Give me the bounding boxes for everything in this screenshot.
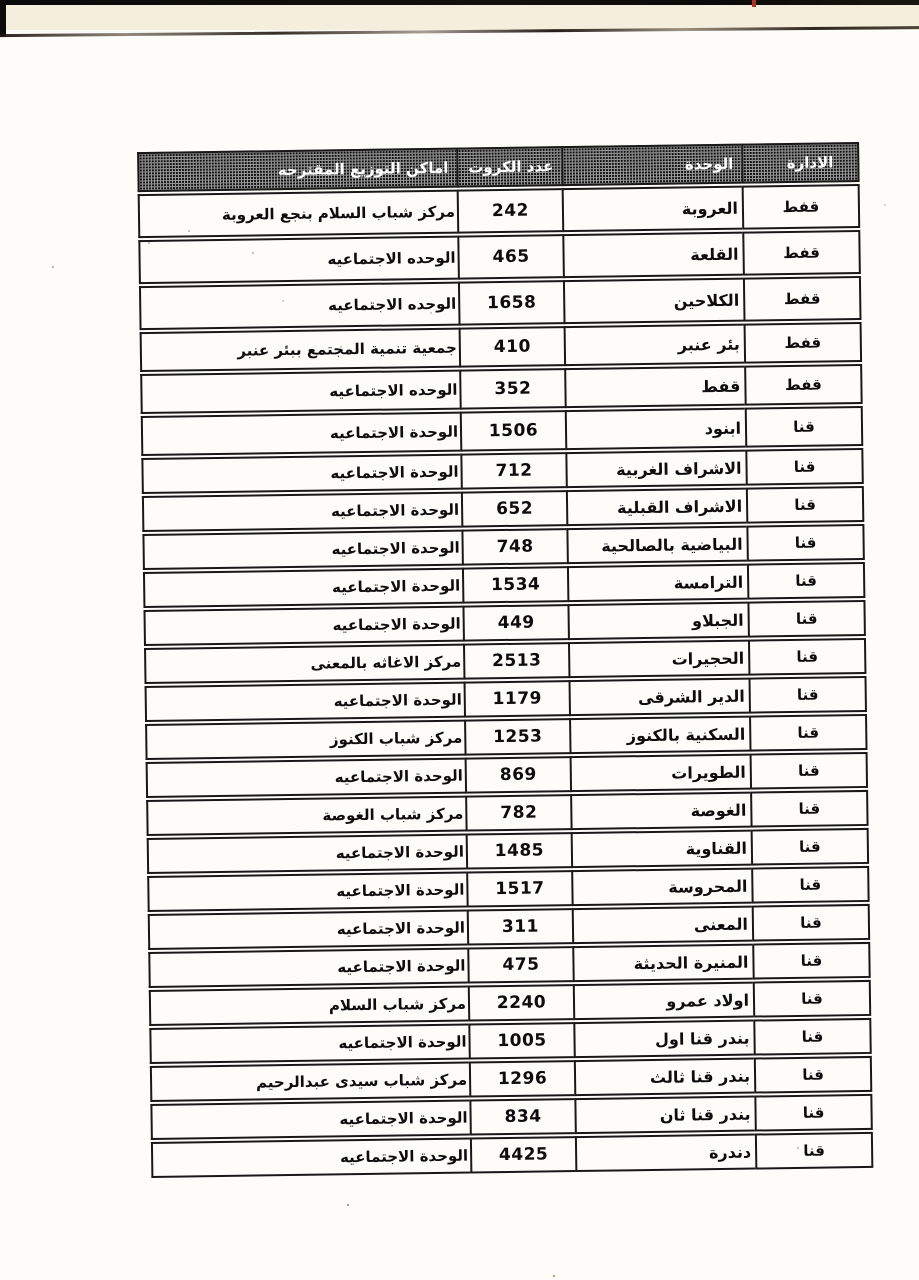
distribution-place-cell: مركز شباب سيدى عبدالرحيم [150,1062,469,1102]
table-body [138,184,874,1178]
distribution-place-cell: الوحدة الاجتماعيه [151,1138,470,1178]
unit-cell: الجبلاو [567,602,747,641]
distribution-place-cell: الوحدة الاجتماعيه [147,834,466,874]
unit-cell: دندرة [575,1134,755,1173]
cards-count-cell: 1506 [460,410,566,451]
distribution-place-cell: مركز شباب الغوصة [146,796,465,836]
admin-cell: قفط [744,322,863,364]
admin-cell: قنا [745,406,864,448]
distribution-place-cell: مركز شباب الكنوز [145,720,464,760]
distribution-place-cell: الوحدة الاجتماعيه [148,948,467,988]
admin-cell: قنا [747,600,865,638]
header-cards-count: عدد الكروت [456,146,562,187]
unit-cell: البياضية بالصالحية [566,526,746,565]
admin-cell: قنا [750,790,868,828]
header-distribution-places: اماكن التوزيع المقترحه [137,148,457,192]
scan-noise-specks [52,266,54,268]
cards-count-cell: 712 [460,452,565,489]
distribution-place-cell: الوحدة الاجتماعيه [142,492,461,532]
admin-cell: قنا [746,524,864,562]
admin-cell: قنا [746,486,864,524]
cards-count-cell: 748 [461,528,566,565]
cards-count-cell: 311 [467,908,572,945]
distribution-place-cell: الوحدة الاجتماعيه [143,568,462,608]
unit-cell: بندر قنا اول [573,1020,753,1059]
admin-cell: قنا [750,752,868,790]
table-row [138,184,861,238]
cards-count-cell: 652 [461,490,566,527]
distribution-table-wrap [137,140,873,1180]
unit-cell: بئر عنبر [564,324,745,367]
unit-cell: القلعة [562,232,743,279]
admin-cell: قنا [748,638,866,676]
unit-cell: المعنى [572,906,752,945]
cards-count-cell: 1534 [462,566,567,603]
admin-cell: قفط [742,184,861,230]
cards-count-cell: 465 [457,234,563,279]
admin-cell: قفط [742,230,861,276]
cards-count-cell: 782 [465,794,570,831]
distribution-place-cell: الوحدة الاجتماعيه [142,530,461,570]
cards-count-cell: 1517 [466,870,571,907]
header-administration: الادارة [741,142,860,184]
cards-count-cell: 1296 [469,1060,574,1097]
admin-cell: قنا [754,1094,872,1132]
unit-cell: الكلاحين [563,278,744,325]
unit-cell: بندر قنا ثان [574,1096,754,1135]
admin-cell: قفط [744,364,863,406]
unit-cell: القناوية [571,830,751,869]
scan-red-speck [752,0,756,7]
admin-cell: قنا [755,1132,873,1170]
admin-cell: قنا [752,904,870,942]
distribution-place-cell: الوحدة الاجتماعيه [145,682,464,722]
distribution-place-cell: مركز شباب السلام بنجع العروبة [138,190,458,238]
distribution-table [137,140,873,1180]
admin-cell: قنا [751,866,869,904]
unit-cell: الاشراف الغربية [565,450,745,489]
distribution-place-cell: مركز الاغاثه بالمعنى [144,644,463,684]
cards-count-cell: 449 [462,604,567,641]
distribution-place-cell: الوحدة الاجتماعيه [141,412,461,456]
admin-cell: قنا [754,1056,872,1094]
admin-cell: قنا [753,980,871,1018]
cards-count-cell: 242 [457,188,563,233]
unit-cell: السكنية بالكنوز [569,716,749,755]
distribution-place-cell: الوحدة الاجتماعيه [146,758,465,798]
cards-count-cell: 410 [459,326,565,367]
cards-count-cell: 2513 [463,642,568,679]
admin-cell: قنا [753,1018,871,1056]
cards-count-cell: 1658 [458,280,564,325]
table-row [139,276,862,330]
cards-count-cell: 869 [465,756,570,793]
cards-count-cell: 2240 [468,984,573,1021]
cards-count-cell: 4425 [470,1136,575,1173]
distribution-place-cell: مركز شباب السلام [149,986,468,1026]
distribution-place-cell: الوحدة الاجتماعيه [147,872,466,912]
distribution-place-cell: جمعية تنمية المجتمع ببئر عنبر [140,328,460,372]
cards-count-cell: 1485 [466,832,571,869]
admin-cell: قنا [752,942,870,980]
unit-cell: المحروسة [571,868,751,907]
admin-cell: قنا [748,676,866,714]
cards-count-cell: 834 [469,1098,574,1135]
header-unit: الوحدة [561,144,742,187]
cards-count-cell: 1005 [468,1022,573,1059]
unit-cell: الترامسة [567,564,747,603]
admin-cell: قفط [743,276,862,322]
admin-cell: قنا [745,448,863,486]
table-row [151,1132,873,1178]
distribution-place-cell: الوحدة الاجتماعيه [143,606,462,646]
unit-cell: الاشراف القبلية [566,488,746,527]
cards-count-cell: 352 [459,368,565,409]
distribution-place-cell: الوحدة الاجتماعيه [141,454,460,494]
distribution-place-cell: الوحده الاجتماعيه [140,370,460,414]
unit-cell: اولاد عمرو [573,982,753,1021]
unit-cell: ابنود [565,408,746,451]
unit-cell: المنيرة الحديثة [572,944,752,983]
table-row [138,230,861,284]
admin-cell: قنا [751,828,869,866]
unit-cell: الدير الشرقى [569,678,749,717]
distribution-place-cell: الوحده الاجتماعيه [138,236,458,284]
scan-top-black-band [0,0,919,5]
unit-cell: الغوصة [570,792,750,831]
cards-count-cell: 1253 [464,718,569,755]
scan-left-edge-mark [0,0,6,37]
distribution-place-cell: الوحده الاجتماعيه [139,282,459,330]
admin-cell: قنا [747,562,865,600]
admin-cell: قنا [749,714,867,752]
unit-cell: الطويرات [570,754,750,793]
unit-cell: الحجيرات [568,640,748,679]
unit-cell: قفط [564,366,745,409]
cards-count-cell: 1179 [464,680,569,717]
distribution-place-cell: الوحدة الاجتماعيه [150,1100,469,1140]
cards-count-cell: 475 [467,946,572,983]
unit-cell: العروبة [562,186,743,233]
unit-cell: بندر قنا ثالث [574,1058,754,1097]
distribution-place-cell: الوحدة الاجتماعيه [148,910,467,950]
distribution-place-cell: الوحدة الاجتماعيه [149,1024,468,1064]
